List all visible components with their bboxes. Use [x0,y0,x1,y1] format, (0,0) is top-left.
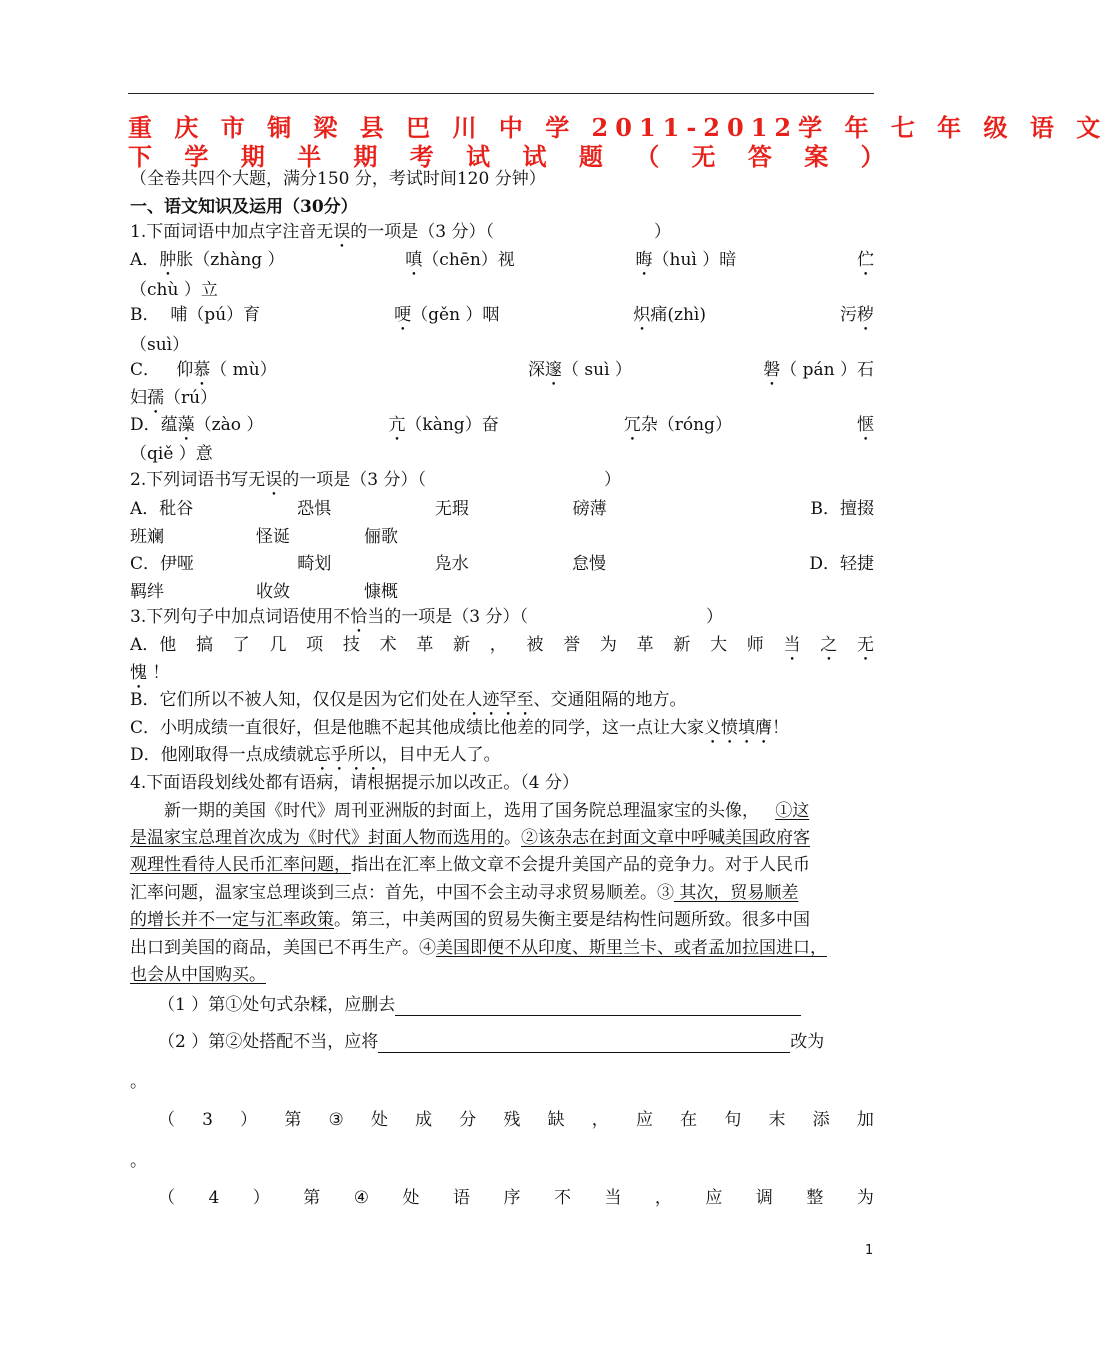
q4-answer-1: （1 ）第①处句式杂糅，应删去 [158,994,874,1016]
q2-option-c-d: C．伊哑 畸划 凫水 怠慢 D．轻捷 [130,554,874,574]
q3-option-d: D．他刚取得一点成绩就忘乎所以，目中无人了。 [130,745,501,765]
q3-option-a: A．他 搞 了 几 项 技 术 革 新 ， 被 誉 为 革 新 大 师 当 之 无 [130,635,874,655]
answer-blank-2[interactable] [378,1034,790,1053]
q4-passage-line5: 的增长并不一定与汇率政策。第三，中美两国的贸易失衡主要是结构性问题所致。很多中国 [130,910,810,930]
q4-answer-3-end: 。 [130,1151,147,1171]
q3-option-c: C．小明成绩一直很好，但是他瞧不起其他成绩比他差的同学，这一点让大家义愤填膺！ [130,718,790,738]
q1-option-b: B． 哺（pú）育 哽（gěn ）咽 炽痛(zhì) 污秽 [130,305,874,325]
page-number: 1 [865,1243,874,1258]
page-title-line2: 下 学 期 半 期 考 试 试 题 （ 无 答 案 ） [128,142,897,171]
q4-passage-line4: 汇率问题，温家宝总理谈到三点：首先，中国不会主动寻求贸易顺差。③ 其次，贸易顺差 [130,883,799,903]
q1-stem: 1.下面词语中加点字注音无误的一项是（3 分）（ ） [130,222,671,242]
q2-stem: 2.下列词语书写无误的一项是（3 分）（ ） [130,470,621,490]
q4-passage-line6: 出口到美国的商品，美国已不再生产。④美国即便不从印度、斯里兰卡、或者孟加拉国进口， [130,938,827,958]
q4-passage-line3: 观理性看待人民币汇率问题，指出在汇率上做文章不会提升美国产品的竞争力。对于人民币 [130,855,810,875]
q3-stem: 3.下列句子中加点词语使用不恰当的一项是（3 分）（ ） [130,607,723,627]
header-rule [128,93,874,94]
q2-option-d-cont: 羁绊 收敛 慷概 [130,582,398,602]
q1-option-c: C． 仰慕（ mù） 深邃（ suì ） 磐（ pán ）石 [130,360,874,380]
q2-option-a-b: A．秕谷 恐惧 无瑕 磅薄 B．擅掇 [130,499,874,519]
q4-answer-2: （2 ）第②处搭配不当，应将 改为 [158,1032,825,1052]
q3-option-b: B．它们所以不被人知，仅仅是因为它们处在人迹罕至、交通阻隔的地方。 [130,690,687,710]
q2-option-b-cont: 班斓 怪诞 俪歌 [130,527,398,547]
q1-option-b-cont: （suì） [130,335,190,355]
section-heading: 一、语文知识及运用（30分） [130,197,358,217]
q1-option-a-cont: （chù ）立 [130,280,218,300]
exam-note: （全卷共四个大题，满分150 分，考试时间120 分钟） [130,169,546,189]
answer-blank-1[interactable] [395,997,801,1016]
q4-answer-3: （ 3 ） 第 ③ 处 成 分 残 缺 ， 应 在 句 末 添 加 [158,1110,874,1130]
q3-option-a-cont: 愧 ！ [130,663,170,683]
q1-option-d: D．蕴藻（zào ） 亢（kàng）奋 冗杂（róng） 惬 [130,415,874,435]
q4-answer-2-end: 。 [130,1072,147,1092]
q1-option-d-cont: （qiě ）意 [130,444,213,464]
q4-answer-4: （ 4 ） 第 ④ 处 语 序 不 当 ， 应 调 整 为 [158,1188,874,1208]
q4-stem: 4.下面语段划线处都有语病，请根据提示加以改正。（4 分） [130,773,579,793]
q1-option-c-cont: 妇孺（rú） [130,388,218,408]
q1-option-a: A．肿胀（zhàng ） 嗔（chēn）视 晦（huì ）暗 伫 [130,250,874,270]
page-title-line1: 重 庆 市 铜 梁 县 巴 川 中 学 2011-2012学 年 七 年 级 语 文 [128,113,1107,142]
q4-passage-line7: 也会从中国购买。 [130,965,266,985]
q4-passage-line2: 是温家宝总理首次成为《时代》封面人物而选用的。②该杂志在封面文章中呼喊美国政府客 [130,828,810,848]
q4-passage-line1: 新一期的美国《时代》周刊亚洲版的封面上，选用了国务院总理温家宝的头像， ①这 [164,801,810,821]
